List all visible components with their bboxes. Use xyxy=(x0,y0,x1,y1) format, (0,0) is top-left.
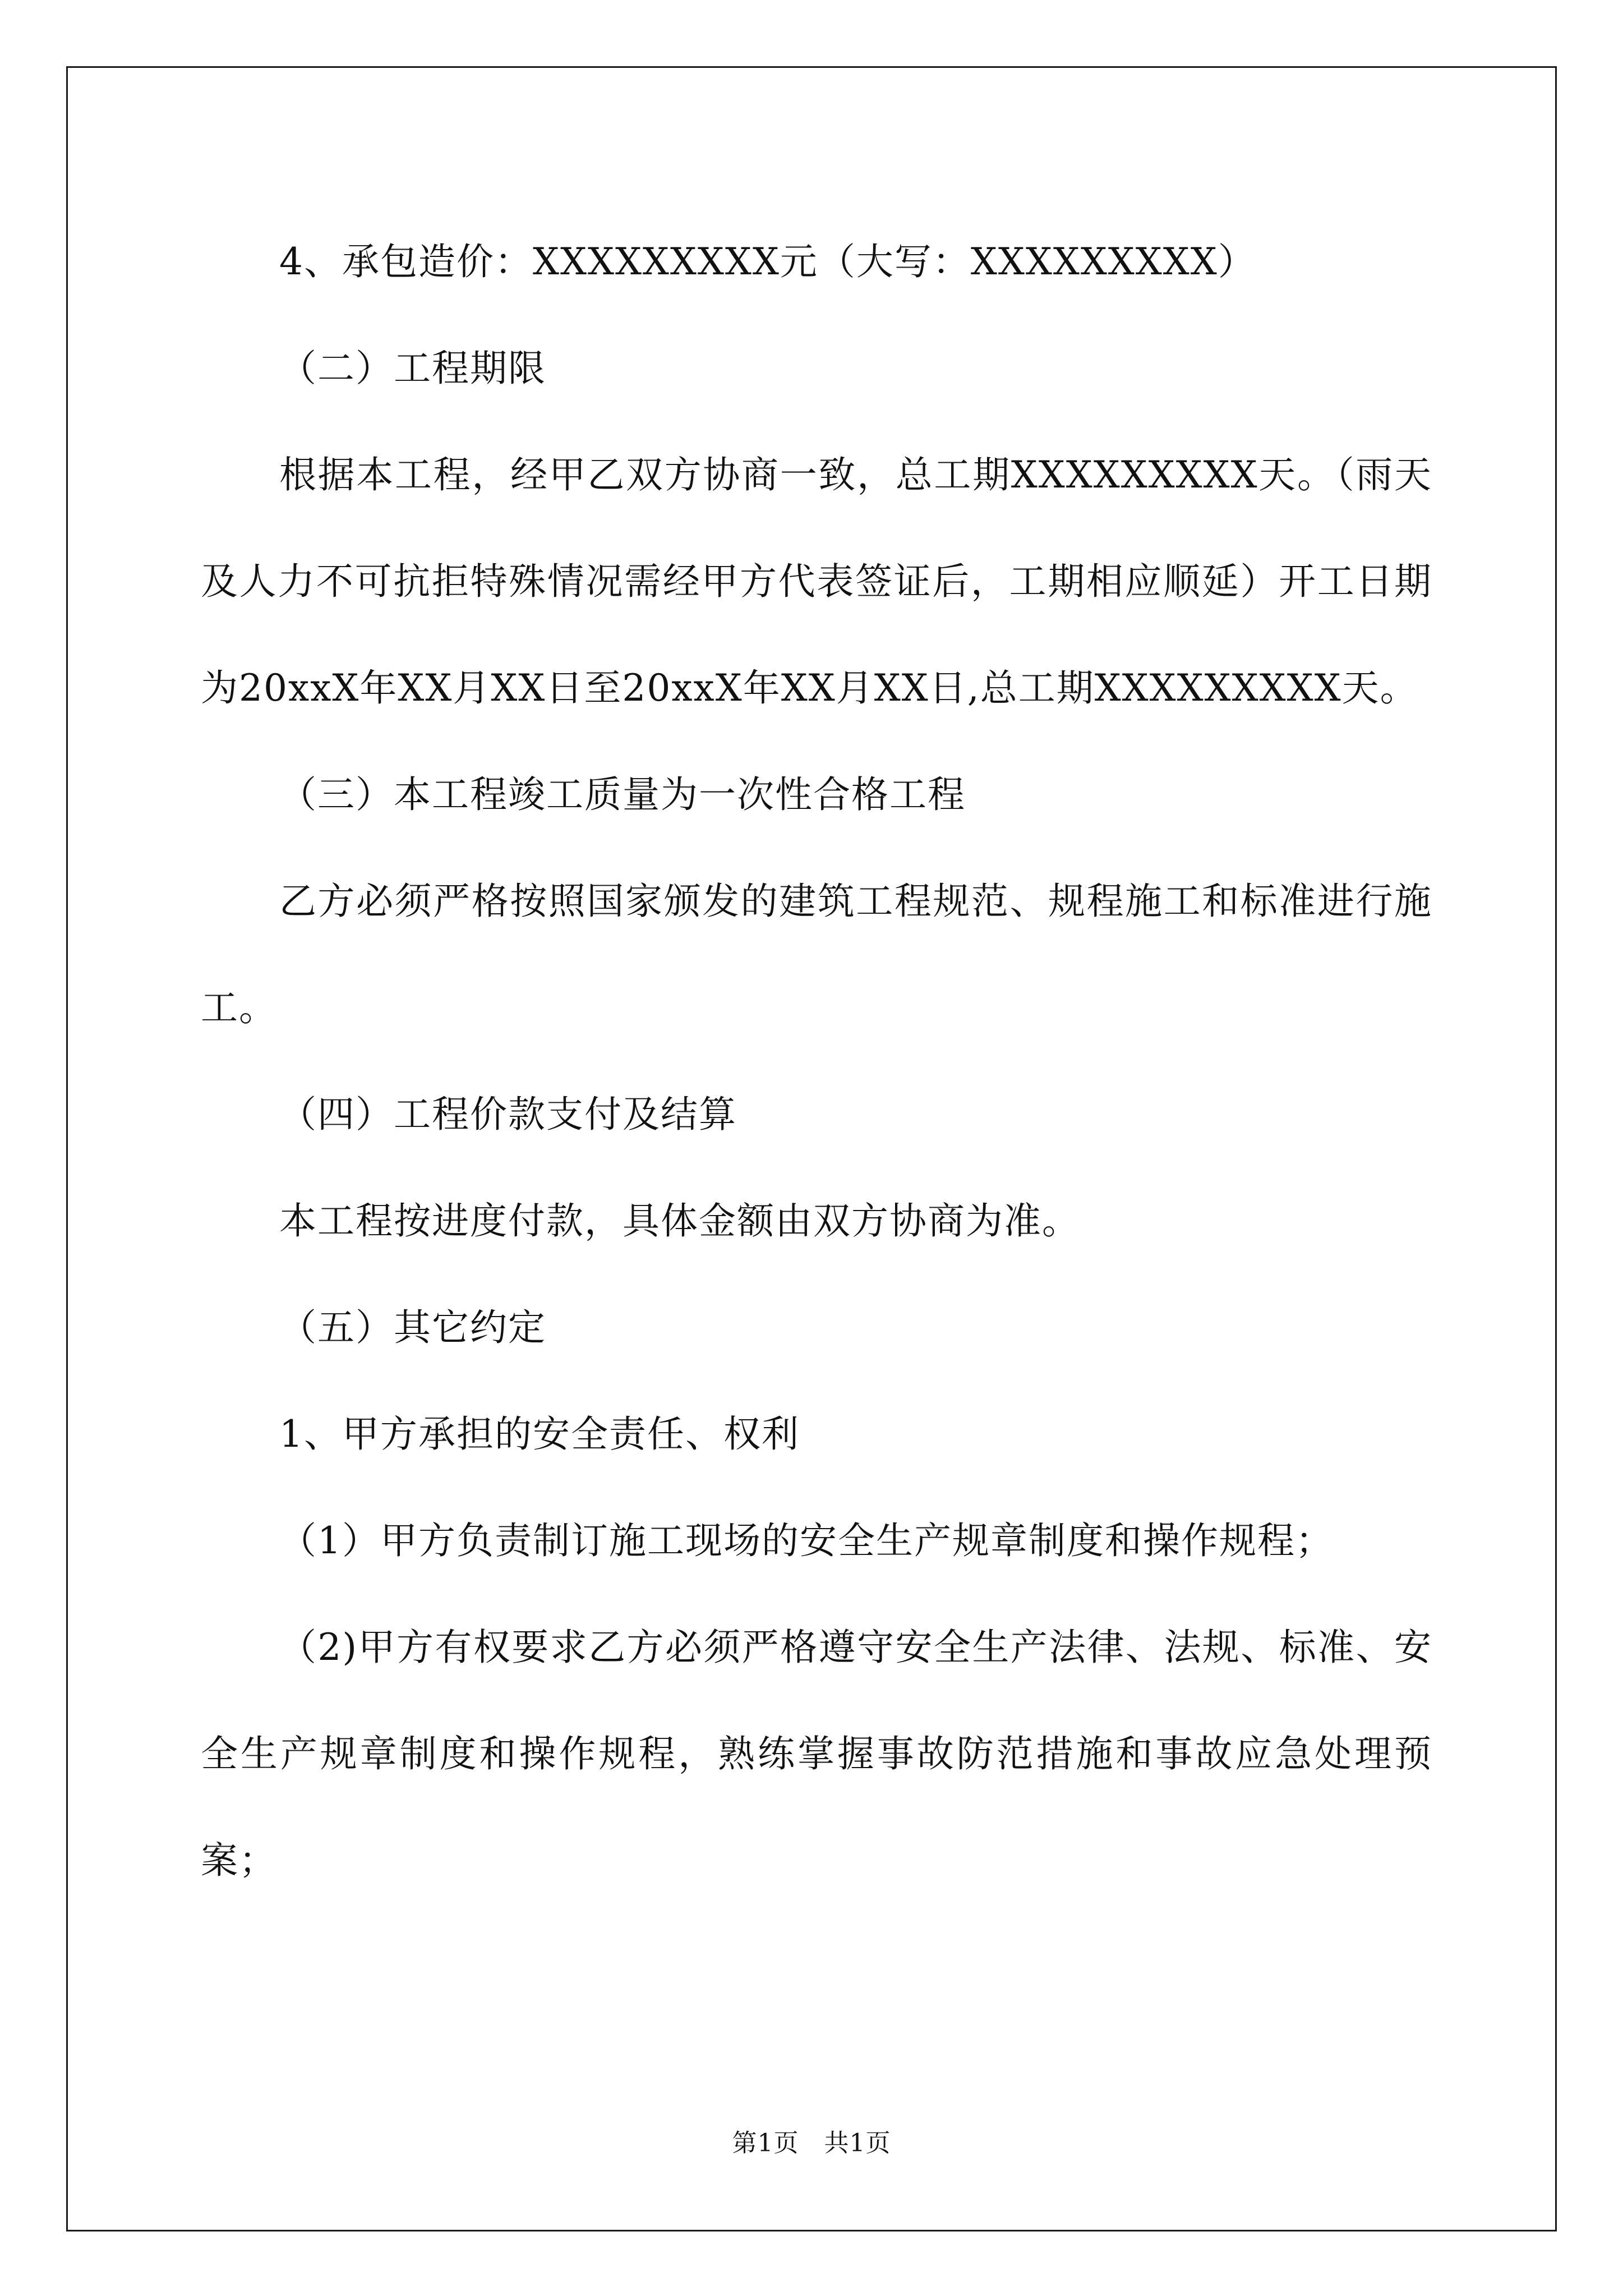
heading-project-period: （二）工程期限 xyxy=(279,347,546,390)
paragraph-contract-price: 4、承包造价：XXXXXXXXX元（大写：XXXXXXXXX） xyxy=(279,240,1256,283)
heading-payment: （四）工程价款支付及结算 xyxy=(279,1093,737,1136)
page-number-footer: 第1页 共1页 xyxy=(732,2129,891,2157)
paragraph-payment: 本工程按进度付款，具体金额由双方协商为准。 xyxy=(279,1199,1080,1243)
paragraph-quality: 乙方必须严格按照国家颁发的建筑工程规范、规程施工和标准进行施工。 xyxy=(201,880,1432,1029)
heading-other-agreements: （五）其它约定 xyxy=(279,1306,546,1349)
paragraph-clause-2: （2)甲方有权要求乙方必须严格遵守安全生产法律、法规、标准、安全生产规章制度和操作规程，熟练掌握事故防范措施和事故应急处理预案； xyxy=(201,1626,1432,1882)
heading-party-a-safety: 1、甲方承担的安全责任、权利 xyxy=(279,1412,800,1456)
heading-quality: （三）本工程竣工质量为一次性合格工程 xyxy=(279,773,966,816)
paragraph-clause-1: （1）甲方负责制订施工现场的安全生产规章制度和操作规程； xyxy=(279,1519,1334,1562)
paragraph-project-period: 根据本工程，经甲乙双方协商一致，总工期XXXXXXXXX天。（雨天及人力不可抗拒特殊情况需经甲方代表签证后，工期相应顺延）开工日期为20xxX年XX月XX日至20xxX年XX月XX日,总工期XXXXXXXXX天。 xyxy=(201,453,1432,710)
document-body xyxy=(201,209,1432,1914)
